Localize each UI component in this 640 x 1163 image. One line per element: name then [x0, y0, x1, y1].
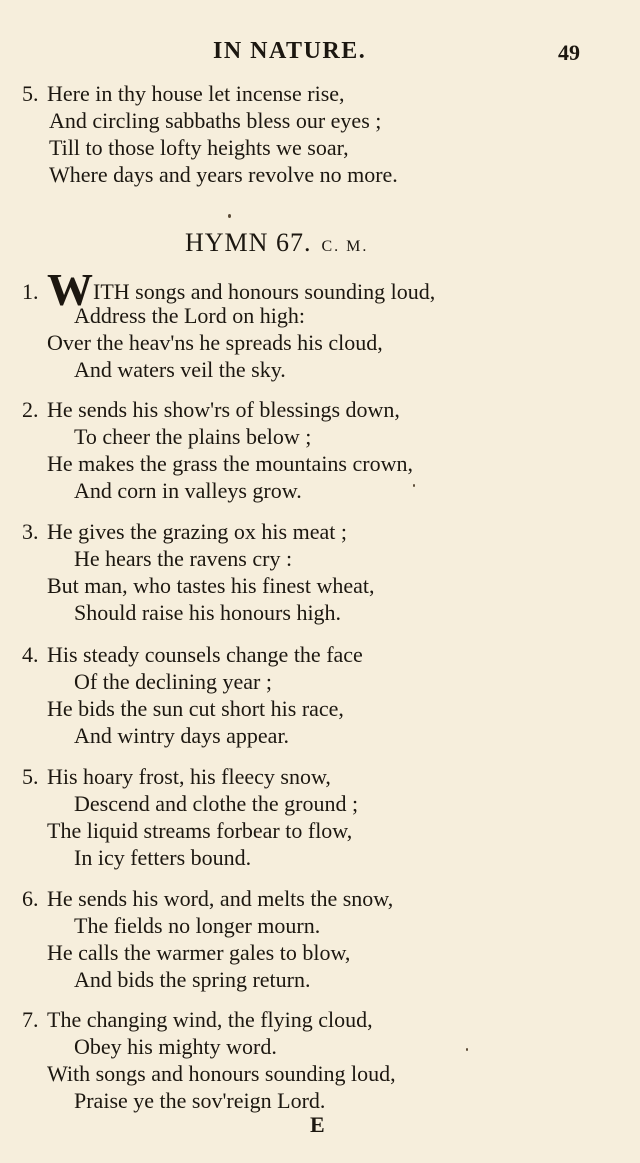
verse-text: The changing wind, the flying cloud, — [47, 1007, 373, 1032]
verse-line: With songs and honours sounding loud, — [47, 1061, 396, 1086]
hymn-heading — [185, 228, 368, 258]
verse-text: He sends his show'rs of blessings down, — [47, 397, 400, 422]
verse-line — [22, 1006, 373, 1033]
verse-line: Address the Lord on high: — [74, 303, 305, 328]
verse-line: Till to those lofty heights we soar, — [49, 135, 349, 160]
verse-text: His steady counsels change the face — [47, 642, 363, 667]
verse-line: And wintry days appear. — [74, 723, 290, 748]
stanza-number: 2. — [22, 397, 39, 422]
verse-line: He makes the grass the mountains crown, — [47, 451, 413, 476]
page-number: 49 — [558, 40, 580, 65]
verse-line: And waters veil the sky. — [74, 357, 286, 382]
running-title: IN NATURE. — [213, 38, 367, 64]
verse-text: His hoary frost, his fleecy snow, — [47, 764, 331, 789]
verse-line: And bids the spring return. — [74, 967, 311, 992]
stanza-number: 3. — [22, 519, 39, 544]
verse-line — [22, 80, 345, 107]
verse-line: He hears the ravens cry : — [74, 546, 293, 571]
verse-line: He bids the sun cut short his race, — [47, 696, 344, 721]
verse-line: In icy fetters bound. — [74, 845, 252, 870]
verse-line: Where days and years revolve no more. — [49, 162, 398, 187]
stanza-number: 5. — [22, 764, 39, 789]
verse-line — [22, 641, 363, 668]
ink-speck — [466, 1048, 468, 1051]
verse-line: The fields no longer mourn. — [74, 913, 321, 938]
verse-text: ITH songs and honours sounding loud, — [93, 279, 436, 304]
stanza-number: 6. — [22, 886, 39, 911]
verse-line: Obey his mighty word. — [74, 1034, 277, 1059]
verse-line: And corn in valleys grow. — [74, 478, 302, 503]
verse-line: Over the heav'ns he spreads his cloud, — [47, 330, 383, 355]
stanza-number: 4. — [22, 642, 39, 667]
verse-text: He gives the grazing ox his meat ; — [47, 519, 347, 544]
signature-mark: E — [310, 1112, 325, 1137]
stanza-number: 1. — [22, 279, 39, 304]
verse-line — [22, 264, 436, 315]
verse-line — [22, 885, 393, 912]
verse-line: Descend and clothe the ground ; — [74, 791, 359, 816]
verse-line: Should raise his honours high. — [74, 600, 342, 625]
verse-line — [22, 396, 400, 423]
verse-line: He calls the warmer gales to blow, — [47, 940, 351, 965]
verse-line: Of the declining year ; — [74, 669, 272, 694]
hymn-meter: C. M. — [321, 238, 369, 255]
drop-cap: W — [47, 264, 93, 315]
verse-line — [22, 518, 347, 545]
stanza-number: 7. — [22, 1007, 39, 1032]
verse-line: But man, who tastes his finest wheat, — [47, 573, 375, 598]
ink-speck — [413, 484, 415, 487]
verse-text: Here in thy house let incense rise, — [47, 81, 345, 106]
hymn-title: HYMN 67. — [185, 228, 312, 257]
verse-line — [22, 763, 331, 790]
verse-text: He sends his word, and melts the snow, — [47, 886, 394, 911]
verse-line: To cheer the plains below ; — [74, 424, 312, 449]
verse-line: The liquid streams forbear to flow, — [47, 818, 353, 843]
verse-line: Praise ye the sov'reign Lord. — [74, 1088, 326, 1113]
verse-line: And circling sabbaths bless our eyes ; — [49, 108, 382, 133]
running-head — [0, 38, 640, 68]
ink-speck — [228, 214, 231, 218]
stanza-number: 5. — [22, 81, 39, 106]
